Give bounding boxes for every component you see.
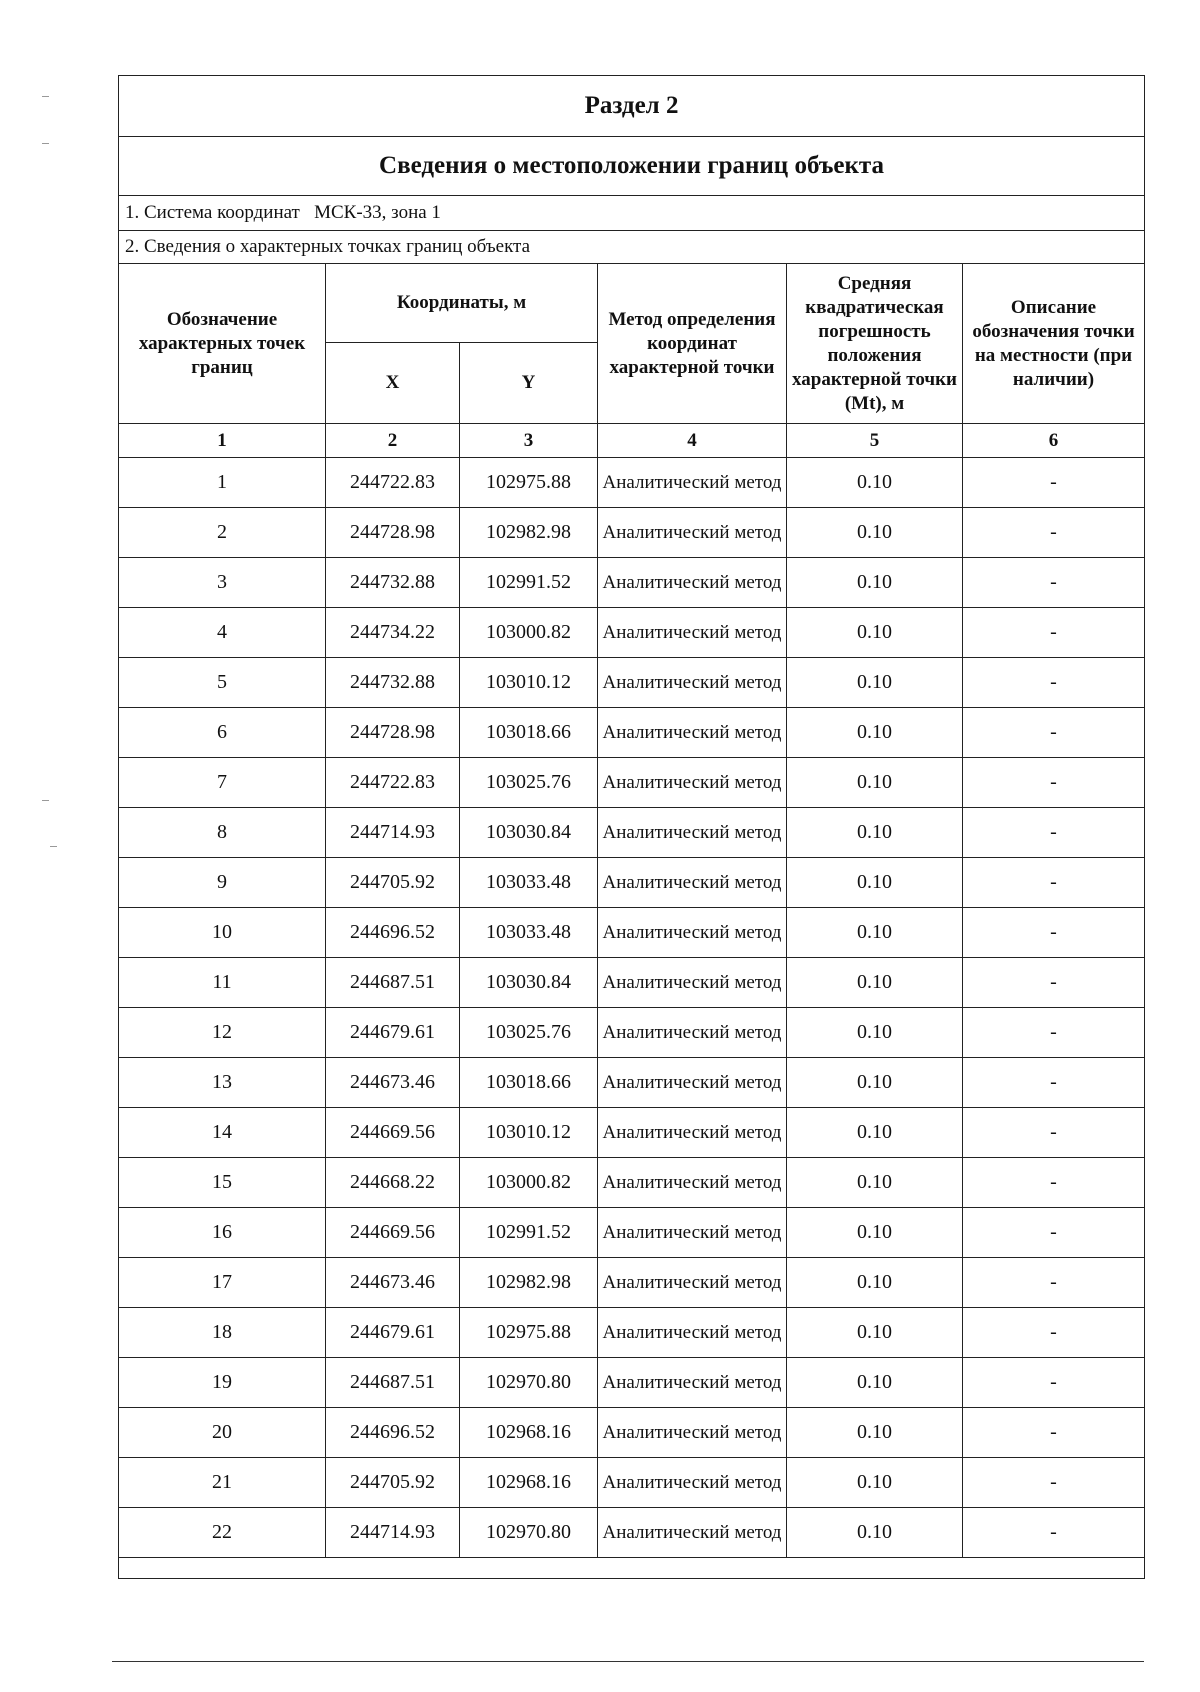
method-cell: Аналитический метод bbox=[598, 1208, 787, 1258]
section-title: Раздел 2 bbox=[119, 76, 1145, 137]
description-cell: - bbox=[963, 1308, 1145, 1358]
point-number-cell: 17 bbox=[119, 1258, 326, 1308]
x-coordinate-cell: 244728.98 bbox=[326, 508, 460, 558]
error-cell: 0.10 bbox=[787, 1058, 963, 1108]
point-number-cell: 10 bbox=[119, 908, 326, 958]
document-page bbox=[118, 75, 1144, 1579]
description-cell: - bbox=[963, 608, 1145, 658]
error-cell: 0.10 bbox=[787, 558, 963, 608]
method-cell: Аналитический метод bbox=[598, 858, 787, 908]
y-coordinate-cell: 103000.82 bbox=[460, 1158, 598, 1208]
description-cell: - bbox=[963, 1108, 1145, 1158]
method-cell: Аналитический метод bbox=[598, 1458, 787, 1508]
point-number-cell: 15 bbox=[119, 1158, 326, 1208]
y-coordinate-cell: 103033.48 bbox=[460, 858, 598, 908]
point-number-cell: 7 bbox=[119, 758, 326, 808]
x-coordinate-cell: 244668.22 bbox=[326, 1158, 460, 1208]
header-error: Средняя квадратическая погрешность положения характерной точки (Mt), м bbox=[787, 264, 963, 424]
header-method: Метод определения координат характерной точки bbox=[598, 264, 787, 424]
description-cell: - bbox=[963, 558, 1145, 608]
point-number-cell: 4 bbox=[119, 608, 326, 658]
error-cell: 0.10 bbox=[787, 808, 963, 858]
coordinate-system-row bbox=[119, 196, 1145, 231]
error-cell: 0.10 bbox=[787, 858, 963, 908]
point-number-cell: 16 bbox=[119, 1208, 326, 1258]
table-row bbox=[119, 758, 1145, 808]
table-row bbox=[119, 558, 1145, 608]
x-coordinate-cell: 244722.83 bbox=[326, 758, 460, 808]
y-coordinate-cell: 102975.88 bbox=[460, 458, 598, 508]
method-cell: Аналитический метод bbox=[598, 458, 787, 508]
point-number-cell: 3 bbox=[119, 558, 326, 608]
error-cell: 0.10 bbox=[787, 908, 963, 958]
table-row bbox=[119, 1108, 1145, 1158]
description-cell: - bbox=[963, 1408, 1145, 1458]
method-cell: Аналитический метод bbox=[598, 608, 787, 658]
point-number-cell: 22 bbox=[119, 1508, 326, 1558]
description-cell: - bbox=[963, 958, 1145, 1008]
description-cell: - bbox=[963, 808, 1145, 858]
description-cell: - bbox=[963, 1508, 1145, 1558]
header-designation: Обозначение характерных точек границ bbox=[119, 264, 326, 424]
table-row bbox=[119, 908, 1145, 958]
method-cell: Аналитический метод bbox=[598, 1308, 787, 1358]
table-row bbox=[119, 1408, 1145, 1458]
method-cell: Аналитический метод bbox=[598, 708, 787, 758]
coordinate-system-value: МСК-33, зона 1 bbox=[314, 202, 441, 223]
scan-mark bbox=[50, 846, 57, 847]
method-cell: Аналитический метод bbox=[598, 508, 787, 558]
y-coordinate-cell: 102970.80 bbox=[460, 1358, 598, 1408]
method-cell: Аналитический метод bbox=[598, 658, 787, 708]
point-number-cell: 5 bbox=[119, 658, 326, 708]
table-row bbox=[119, 1358, 1145, 1408]
scan-mark bbox=[42, 143, 49, 144]
table-row bbox=[119, 1508, 1145, 1558]
y-coordinate-cell: 103033.48 bbox=[460, 908, 598, 958]
method-cell: Аналитический метод bbox=[598, 808, 787, 858]
point-number-cell: 2 bbox=[119, 508, 326, 558]
y-coordinate-cell: 103018.66 bbox=[460, 1058, 598, 1108]
y-coordinate-cell: 102968.16 bbox=[460, 1408, 598, 1458]
error-cell: 0.10 bbox=[787, 608, 963, 658]
error-cell: 0.10 bbox=[787, 508, 963, 558]
method-cell: Аналитический метод bbox=[598, 1058, 787, 1108]
y-coordinate-cell: 102982.98 bbox=[460, 1258, 598, 1308]
column-number: 2 bbox=[326, 424, 460, 458]
x-coordinate-cell: 244734.22 bbox=[326, 608, 460, 658]
x-coordinate-cell: 244696.52 bbox=[326, 908, 460, 958]
y-coordinate-cell: 103025.76 bbox=[460, 1008, 598, 1058]
method-cell: Аналитический метод bbox=[598, 1508, 787, 1558]
error-cell: 0.10 bbox=[787, 1308, 963, 1358]
points-caption: 2. Сведения о характерных точках границ объекта bbox=[119, 231, 1145, 264]
coordinate-system-label: 1. Система координат bbox=[125, 202, 300, 223]
column-number: 5 bbox=[787, 424, 963, 458]
x-coordinate-cell: 244673.46 bbox=[326, 1058, 460, 1108]
error-cell: 0.10 bbox=[787, 1258, 963, 1308]
error-cell: 0.10 bbox=[787, 758, 963, 808]
section-subtitle: Сведения о местоположении границ объекта bbox=[119, 137, 1145, 196]
column-number-row bbox=[119, 424, 1145, 458]
point-number-cell: 12 bbox=[119, 1008, 326, 1058]
description-cell: - bbox=[963, 1158, 1145, 1208]
error-cell: 0.10 bbox=[787, 1358, 963, 1408]
method-cell: Аналитический метод bbox=[598, 758, 787, 808]
error-cell: 0.10 bbox=[787, 1408, 963, 1458]
empty-cell bbox=[119, 1558, 1145, 1579]
x-coordinate-cell: 244714.93 bbox=[326, 1508, 460, 1558]
table-row bbox=[119, 1458, 1145, 1508]
method-cell: Аналитический метод bbox=[598, 1008, 787, 1058]
x-coordinate-cell: 244728.98 bbox=[326, 708, 460, 758]
point-number-cell: 14 bbox=[119, 1108, 326, 1158]
x-coordinate-cell: 244669.56 bbox=[326, 1108, 460, 1158]
description-cell: - bbox=[963, 1058, 1145, 1108]
point-number-cell: 19 bbox=[119, 1358, 326, 1408]
table-row bbox=[119, 858, 1145, 908]
x-coordinate-cell: 244673.46 bbox=[326, 1258, 460, 1308]
point-number-cell: 13 bbox=[119, 1058, 326, 1108]
point-number-cell: 8 bbox=[119, 808, 326, 858]
table-row bbox=[119, 808, 1145, 858]
point-number-cell: 11 bbox=[119, 958, 326, 1008]
header-x: X bbox=[326, 343, 460, 424]
x-coordinate-cell: 244705.92 bbox=[326, 858, 460, 908]
error-cell: 0.10 bbox=[787, 1008, 963, 1058]
y-coordinate-cell: 102991.52 bbox=[460, 1208, 598, 1258]
method-cell: Аналитический метод bbox=[598, 558, 787, 608]
description-cell: - bbox=[963, 1258, 1145, 1308]
y-coordinate-cell: 102975.88 bbox=[460, 1308, 598, 1358]
x-coordinate-cell: 244669.56 bbox=[326, 1208, 460, 1258]
column-number: 4 bbox=[598, 424, 787, 458]
method-cell: Аналитический метод bbox=[598, 958, 787, 1008]
table-row bbox=[119, 1158, 1145, 1208]
y-coordinate-cell: 102991.52 bbox=[460, 558, 598, 608]
description-cell: - bbox=[963, 908, 1145, 958]
method-cell: Аналитический метод bbox=[598, 1158, 787, 1208]
y-coordinate-cell: 103010.12 bbox=[460, 1108, 598, 1158]
x-coordinate-cell: 244679.61 bbox=[326, 1008, 460, 1058]
error-cell: 0.10 bbox=[787, 708, 963, 758]
description-cell: - bbox=[963, 1208, 1145, 1258]
x-coordinate-cell: 244705.92 bbox=[326, 1458, 460, 1508]
table-row bbox=[119, 1008, 1145, 1058]
x-coordinate-cell: 244687.51 bbox=[326, 1358, 460, 1408]
method-cell: Аналитический метод bbox=[598, 1108, 787, 1158]
scan-mark bbox=[42, 96, 49, 97]
scan-mark bbox=[42, 800, 49, 801]
table-row bbox=[119, 458, 1145, 508]
x-coordinate-cell: 244679.61 bbox=[326, 1308, 460, 1358]
error-cell: 0.10 bbox=[787, 1158, 963, 1208]
boundary-points-table bbox=[118, 75, 1145, 1579]
y-coordinate-cell: 103025.76 bbox=[460, 758, 598, 808]
table-row bbox=[119, 1058, 1145, 1108]
y-coordinate-cell: 103030.84 bbox=[460, 958, 598, 1008]
point-number-cell: 21 bbox=[119, 1458, 326, 1508]
table-row bbox=[119, 958, 1145, 1008]
table-row bbox=[119, 708, 1145, 758]
point-number-cell: 20 bbox=[119, 1408, 326, 1458]
y-coordinate-cell: 103030.84 bbox=[460, 808, 598, 858]
y-coordinate-cell: 103018.66 bbox=[460, 708, 598, 758]
x-coordinate-cell: 244696.52 bbox=[326, 1408, 460, 1458]
column-number: 6 bbox=[963, 424, 1145, 458]
point-number-cell: 6 bbox=[119, 708, 326, 758]
header-description: Описание обозначения точки на местности (при наличии) bbox=[963, 264, 1145, 424]
header-y: Y bbox=[460, 343, 598, 424]
table-row bbox=[119, 508, 1145, 558]
error-cell: 0.10 bbox=[787, 458, 963, 508]
table-closing-row bbox=[119, 1558, 1145, 1579]
x-coordinate-cell: 244732.88 bbox=[326, 658, 460, 708]
error-cell: 0.10 bbox=[787, 1458, 963, 1508]
x-coordinate-cell: 244714.93 bbox=[326, 808, 460, 858]
error-cell: 0.10 bbox=[787, 1508, 963, 1558]
header-coordinates: Координаты, м bbox=[326, 264, 598, 343]
y-coordinate-cell: 102982.98 bbox=[460, 508, 598, 558]
description-cell: - bbox=[963, 1458, 1145, 1508]
method-cell: Аналитический метод bbox=[598, 1258, 787, 1308]
description-cell: - bbox=[963, 658, 1145, 708]
description-cell: - bbox=[963, 758, 1145, 808]
x-coordinate-cell: 244732.88 bbox=[326, 558, 460, 608]
description-cell: - bbox=[963, 508, 1145, 558]
error-cell: 0.10 bbox=[787, 1208, 963, 1258]
point-number-cell: 1 bbox=[119, 458, 326, 508]
table-row bbox=[119, 1258, 1145, 1308]
method-cell: Аналитический метод bbox=[598, 1358, 787, 1408]
description-cell: - bbox=[963, 458, 1145, 508]
column-number: 3 bbox=[460, 424, 598, 458]
y-coordinate-cell: 102968.16 bbox=[460, 1458, 598, 1508]
y-coordinate-cell: 102970.80 bbox=[460, 1508, 598, 1558]
y-coordinate-cell: 103010.12 bbox=[460, 658, 598, 708]
error-cell: 0.10 bbox=[787, 658, 963, 708]
description-cell: - bbox=[963, 858, 1145, 908]
x-coordinate-cell: 244722.83 bbox=[326, 458, 460, 508]
error-cell: 0.10 bbox=[787, 958, 963, 1008]
table-row bbox=[119, 608, 1145, 658]
point-number-cell: 9 bbox=[119, 858, 326, 908]
column-number: 1 bbox=[119, 424, 326, 458]
table-row bbox=[119, 1208, 1145, 1258]
description-cell: - bbox=[963, 1008, 1145, 1058]
point-number-cell: 18 bbox=[119, 1308, 326, 1358]
error-cell: 0.10 bbox=[787, 1108, 963, 1158]
footer-divider bbox=[112, 1661, 1144, 1662]
table-row bbox=[119, 658, 1145, 708]
method-cell: Аналитический метод bbox=[598, 908, 787, 958]
method-cell: Аналитический метод bbox=[598, 1408, 787, 1458]
table-row bbox=[119, 1308, 1145, 1358]
y-coordinate-cell: 103000.82 bbox=[460, 608, 598, 658]
description-cell: - bbox=[963, 708, 1145, 758]
description-cell: - bbox=[963, 1358, 1145, 1408]
x-coordinate-cell: 244687.51 bbox=[326, 958, 460, 1008]
